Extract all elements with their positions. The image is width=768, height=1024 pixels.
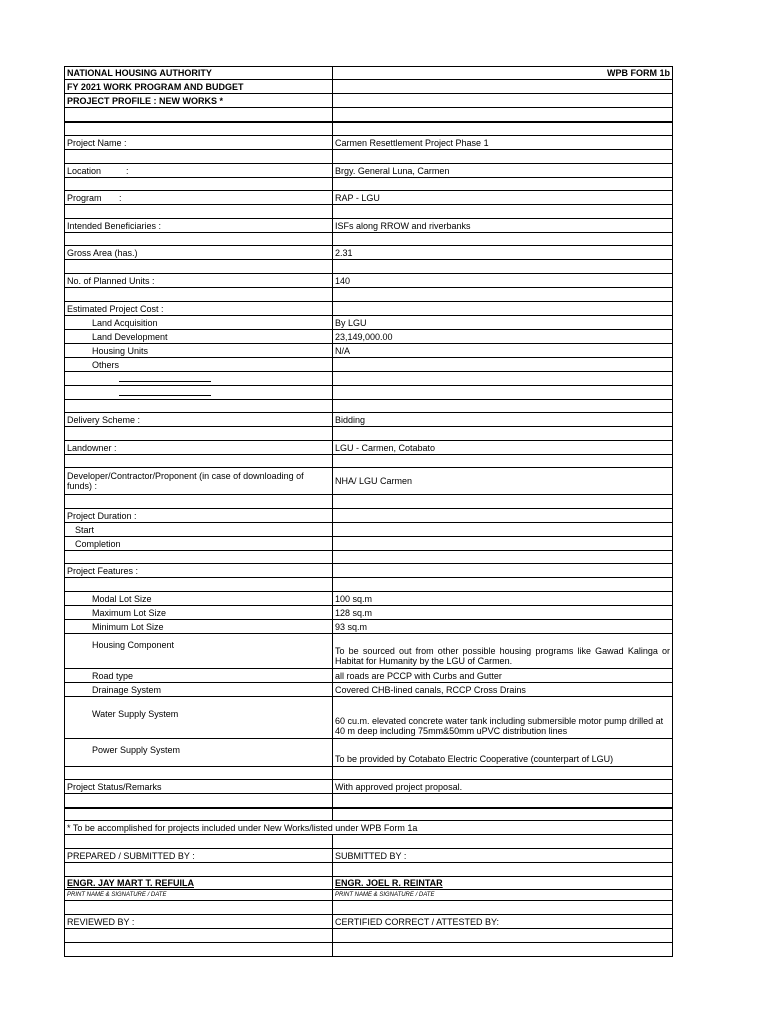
land-acquisition-value: By LGU: [333, 316, 673, 330]
signature-caption-right: PRINT NAME & SIGNATURE / DATE: [333, 890, 673, 901]
others-blank-line-2: [119, 388, 211, 396]
modal-lot-label: Modal Lot Size: [65, 592, 333, 606]
land-development-value: 23,149,000.00: [333, 330, 673, 344]
min-lot-label: Minimum Lot Size: [65, 620, 333, 634]
location-value: Brgy. General Luna, Carmen: [333, 164, 673, 178]
land-development-label: Land Development: [65, 330, 333, 344]
housing-units-value: N/A: [333, 344, 673, 358]
power-supply-label: Power Supply System: [65, 739, 333, 767]
road-type-label: Road type: [65, 669, 333, 683]
features-label: Project Features :: [65, 564, 333, 578]
housing-units-label: Housing Units: [65, 344, 333, 358]
completion-label: Completion: [65, 537, 333, 551]
beneficiaries-value: ISFs along RROW and riverbanks: [333, 219, 673, 233]
modal-lot-value: 100 sq.m: [333, 592, 673, 606]
drainage-value: Covered CHB-lined canals, RCCP Cross Drains: [333, 683, 673, 697]
land-acquisition-label: Land Acquisition: [65, 316, 333, 330]
road-type-value: all roads are PCCP with Curbs and Gutter: [333, 669, 673, 683]
gross-area-value: 2.31: [333, 246, 673, 260]
others-blank-line-1: [119, 374, 211, 382]
duration-label: Project Duration :: [65, 509, 333, 523]
submitted-by-label: SUBMITTED BY :: [333, 849, 673, 863]
drainage-label: Drainage System: [65, 683, 333, 697]
footnote: * To be accomplished for projects included under New Works/listed under WPB Form 1a: [65, 821, 673, 835]
certified-label: CERTIFIED CORRECT / ATTESTED BY:: [333, 915, 673, 929]
profile-title: PROJECT PROFILE : NEW WORKS *: [65, 94, 333, 108]
delivery-scheme-label: Delivery Scheme :: [65, 413, 333, 427]
landowner-value: LGU - Carmen, Cotabato: [333, 441, 673, 455]
project-name-label: Project Name :: [65, 136, 333, 150]
planned-units-label: No. of Planned Units :: [65, 274, 333, 288]
location-label: Location :: [65, 164, 333, 178]
program-value: RAP - LGU: [333, 191, 673, 205]
est-cost-label: Estimated Project Cost :: [65, 302, 333, 316]
power-supply-value: To be provided by Cotabato Electric Cooperative (counterpart of LGU): [333, 739, 673, 767]
max-lot-value: 128 sq.m: [333, 606, 673, 620]
prepared-by-label: PREPARED / SUBMITTED BY :: [65, 849, 333, 863]
signature-caption-left: PRINT NAME & SIGNATURE / DATE: [65, 890, 333, 901]
others-label: Others: [65, 358, 333, 372]
form-table: [64, 66, 673, 957]
max-lot-label: Maximum Lot Size: [65, 606, 333, 620]
developer-value: NHA/ LGU Carmen: [333, 468, 673, 495]
gross-area-label: Gross Area (has.): [65, 246, 333, 260]
fy-title: FY 2021 WORK PROGRAM AND BUDGET: [65, 80, 333, 94]
landowner-label: Landowner :: [65, 441, 333, 455]
planned-units-value: 140: [333, 274, 673, 288]
program-label: Program :: [65, 191, 333, 205]
water-supply-label: Water Supply System: [65, 697, 333, 739]
submitted-by-name: ENGR. JOEL R. REINTAR: [333, 877, 673, 890]
project-name-value: Carmen Resettlement Project Phase 1: [333, 136, 673, 150]
status-value: With approved project proposal.: [333, 780, 673, 794]
beneficiaries-label: Intended Beneficiaries :: [65, 219, 333, 233]
form-code: WPB FORM 1b: [333, 67, 673, 80]
housing-component-value: To be sourced out from other possible housing programs like Gawad Kalinga or Habitat for Humanity by the LGU of Carmen.: [333, 634, 673, 669]
status-label: Project Status/Remarks: [65, 780, 333, 794]
delivery-scheme-value: Bidding: [333, 413, 673, 427]
project-profile-form: [64, 66, 672, 957]
reviewed-by-label: REVIEWED BY :: [65, 915, 333, 929]
min-lot-value: 93 sq.m: [333, 620, 673, 634]
prepared-by-name: ENGR. JAY MART T. REFUILA: [65, 877, 333, 890]
agency-name: NATIONAL HOUSING AUTHORITY: [65, 67, 333, 80]
developer-label: Developer/Contractor/Proponent (in case of downloading of funds) :: [65, 468, 333, 495]
start-label: Start: [65, 523, 333, 537]
housing-component-label: Housing Component: [65, 634, 333, 669]
water-supply-value: 60 cu.m. elevated concrete water tank including submersible motor pump drilled at 40 m deep including 75mm&50mm uPVC distribution lines: [333, 697, 673, 739]
